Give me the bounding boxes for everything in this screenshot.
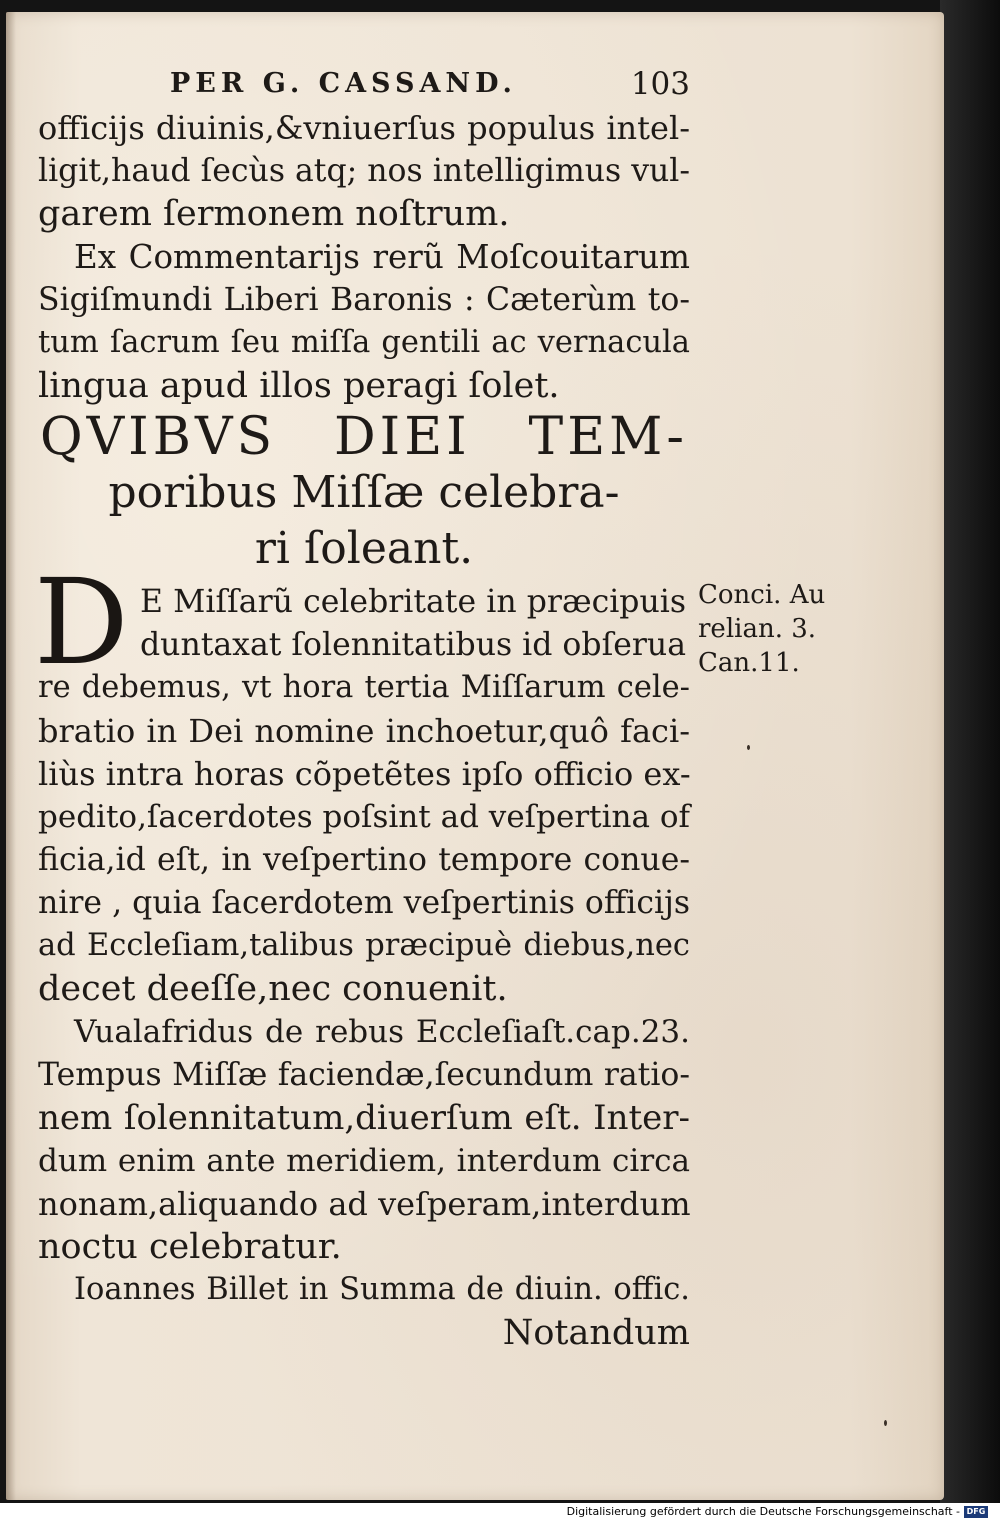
scanner-backdrop-shadow	[940, 0, 1000, 1503]
text-line: Vualafridus de rebus Eccleſiaſt.cap.23.	[74, 1014, 690, 1050]
text-line: tum ſacrum ſeu miſſa gentili ac vernacula	[38, 325, 690, 360]
text-line: pedito,ſacerdotes poſsint ad veſpertina of	[38, 799, 690, 835]
text-line: Tempus Miſſæ faciendæ,ſecundum ratio-	[38, 1057, 690, 1093]
text-line: bratio in Dei nomine inchoetur,quô faci-	[38, 712, 690, 750]
dfg-logo: DFG	[964, 1506, 988, 1518]
text-line: Sigiſmundi Liberi Baronis : Cæterùm to-	[38, 282, 690, 318]
text-line: decet deeſſe,nec conuenit.	[38, 969, 508, 1009]
section-heading: ri ſoleant.	[254, 523, 474, 574]
text-line: E Miſſarũ celebritate in præcipuis	[140, 584, 686, 620]
funding-credit: Digitalisierung gefördert durch die Deutsche Forschungsgemeinschaft -	[566, 1505, 960, 1518]
paper-speck	[747, 745, 750, 750]
catchword: Notandum	[502, 1313, 690, 1353]
text-line: officijs diuinis,&vniuerſus populus intel-	[38, 109, 690, 147]
text-line: liùs intra horas cõpetẽtes ipſo officio ex-	[38, 755, 691, 793]
drop-cap: D	[34, 553, 129, 691]
section-heading: poribus Miſſæ celebra-	[108, 467, 620, 518]
margin-note-line: relian. 3.	[698, 614, 817, 644]
text-line: nonam,aliquando ad veſperam,interdum	[38, 1185, 691, 1223]
text-line: ligit,haud ſecùs atq; nos intelligimus vul-	[38, 153, 690, 189]
margin-note-line: Conci. Au	[698, 580, 826, 610]
text-line: Ex Commentarijs rerũ Moſcouitarum	[74, 238, 690, 276]
running-head: PER G. CASSAND.	[170, 68, 517, 99]
text-line: re debemus, vt hora tertia Miſſarum cele-	[38, 670, 690, 705]
text-line: noctu celebratur.	[38, 1227, 342, 1267]
page-number: 103	[630, 66, 690, 102]
text-line: ad Eccleſiam,talibus præcipuè diebus,nec	[38, 928, 690, 963]
text-line: nem ſolennitatum,diuerſum eſt. Inter-	[38, 1098, 690, 1138]
text-line: garem ſermonem noſtrum.	[38, 194, 510, 234]
section-heading: QVIBVS DIEI TEM-	[40, 407, 688, 467]
page-gutter-shadow	[6, 12, 16, 1500]
text-line: ficia,id eſt, in veſpertino tempore conue-	[38, 842, 690, 878]
text-line: lingua apud illos peragi ſolet.	[38, 366, 560, 406]
margin-note-line: Can.11.	[698, 648, 800, 678]
text-line: dum enim ante meridiem, interdum circa	[38, 1143, 690, 1179]
text-line: Ioannes Billet in Summa de diuin. offic.	[74, 1272, 690, 1307]
page-header	[170, 62, 690, 112]
paper-speck	[884, 1420, 887, 1426]
text-line: nire , quia ſacerdotem veſpertinis officijs	[38, 885, 690, 921]
text-line: duntaxat ſolennitatibus id obſerua	[140, 627, 686, 663]
